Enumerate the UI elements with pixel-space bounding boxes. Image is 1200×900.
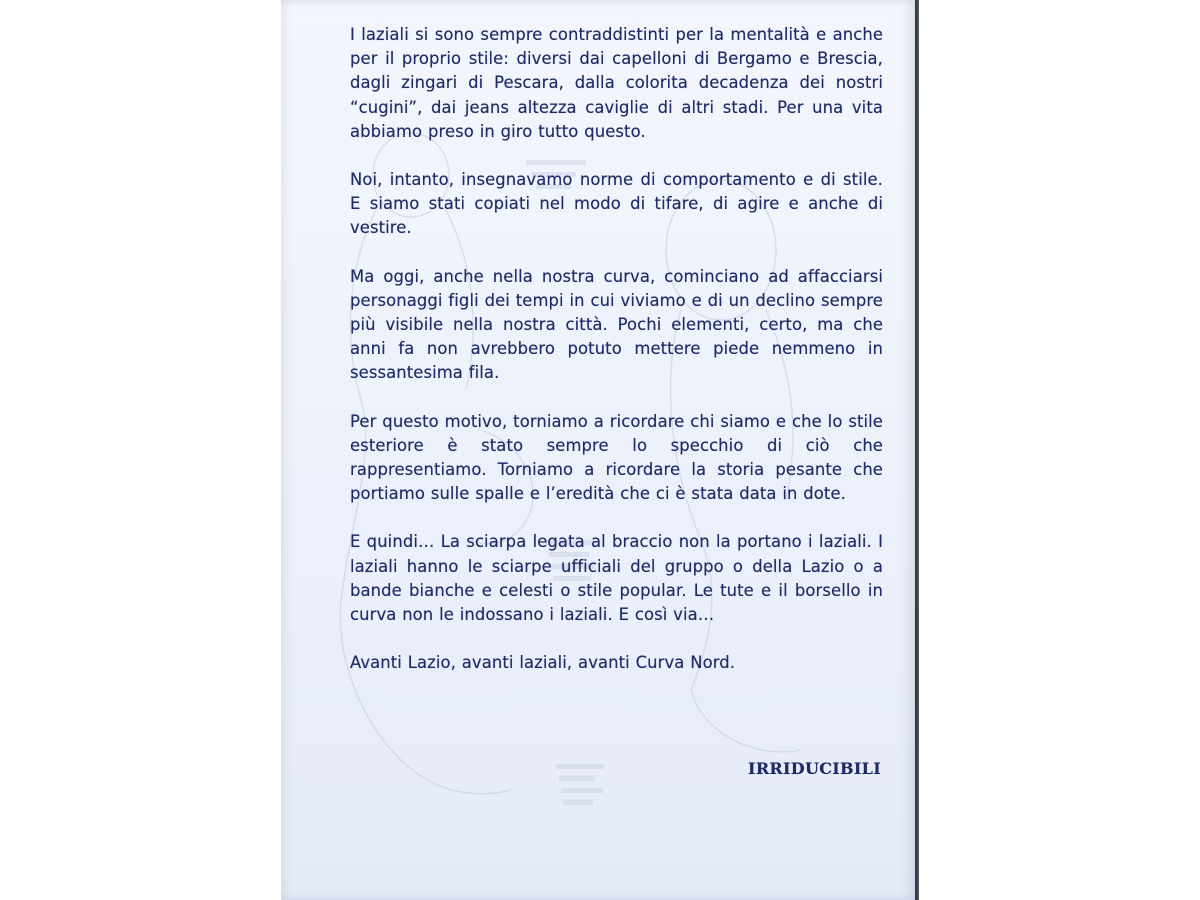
paragraph-2: Noi, intanto, insegnavamo norme di comportamento e di stile. E siamo stati copiati nel modo di tifare, di agire e anche di vestire. — [350, 170, 883, 238]
paragraph-4: Per questo motivo, torniamo a ricordare chi siamo e che lo stile esteriore è stato sempre lo specchio di ciò che rappresentiamo. Torniamo a ricordare la storia pesante che portiamo sulle spalle e l’eredità che ci è stata data in dote. — [350, 411, 883, 504]
paper-sheet — [281, 0, 915, 900]
paragraph-1: I laziali si sono sempre contraddistinti per la mentalità e anche per il proprio stile: diversi dai capelloni di Bergamo e Brescia, dagli zingari di Pescara, dalla colorita decadenza dei nostri “cugini”, dai jeans altezza caviglie di altri stadi. Per una vita abbiamo preso in giro tutto questo. — [350, 25, 883, 141]
signature: IRRIDUCIBILI — [748, 759, 881, 778]
letter-body — [350, 23, 883, 675]
closing-line: Avanti Lazio, avanti laziali, avanti Curva Nord. — [350, 653, 736, 673]
paragraph-5: E quindi… La sciarpa legata al braccio non la portano i laziali. I laziali hanno le sciarpe ufficiali del gruppo o della Lazio o a bande bianche e celesti o stile popular. Le tute e il borsello in curva non le indossano i laziali. E così via… — [350, 532, 883, 625]
sheet-right-edge — [915, 0, 919, 900]
paragraph-3: Ma oggi, anche nella nostra curva, cominciano ad affacciarsi personaggi figli dei tempi in cui viviamo e di un declino sempre più visibile nella nostra città. Pochi elementi, certo, ma che anni fa non avrebbero potuto mettere piede nemmeno in sessantesima fila. — [350, 266, 883, 383]
